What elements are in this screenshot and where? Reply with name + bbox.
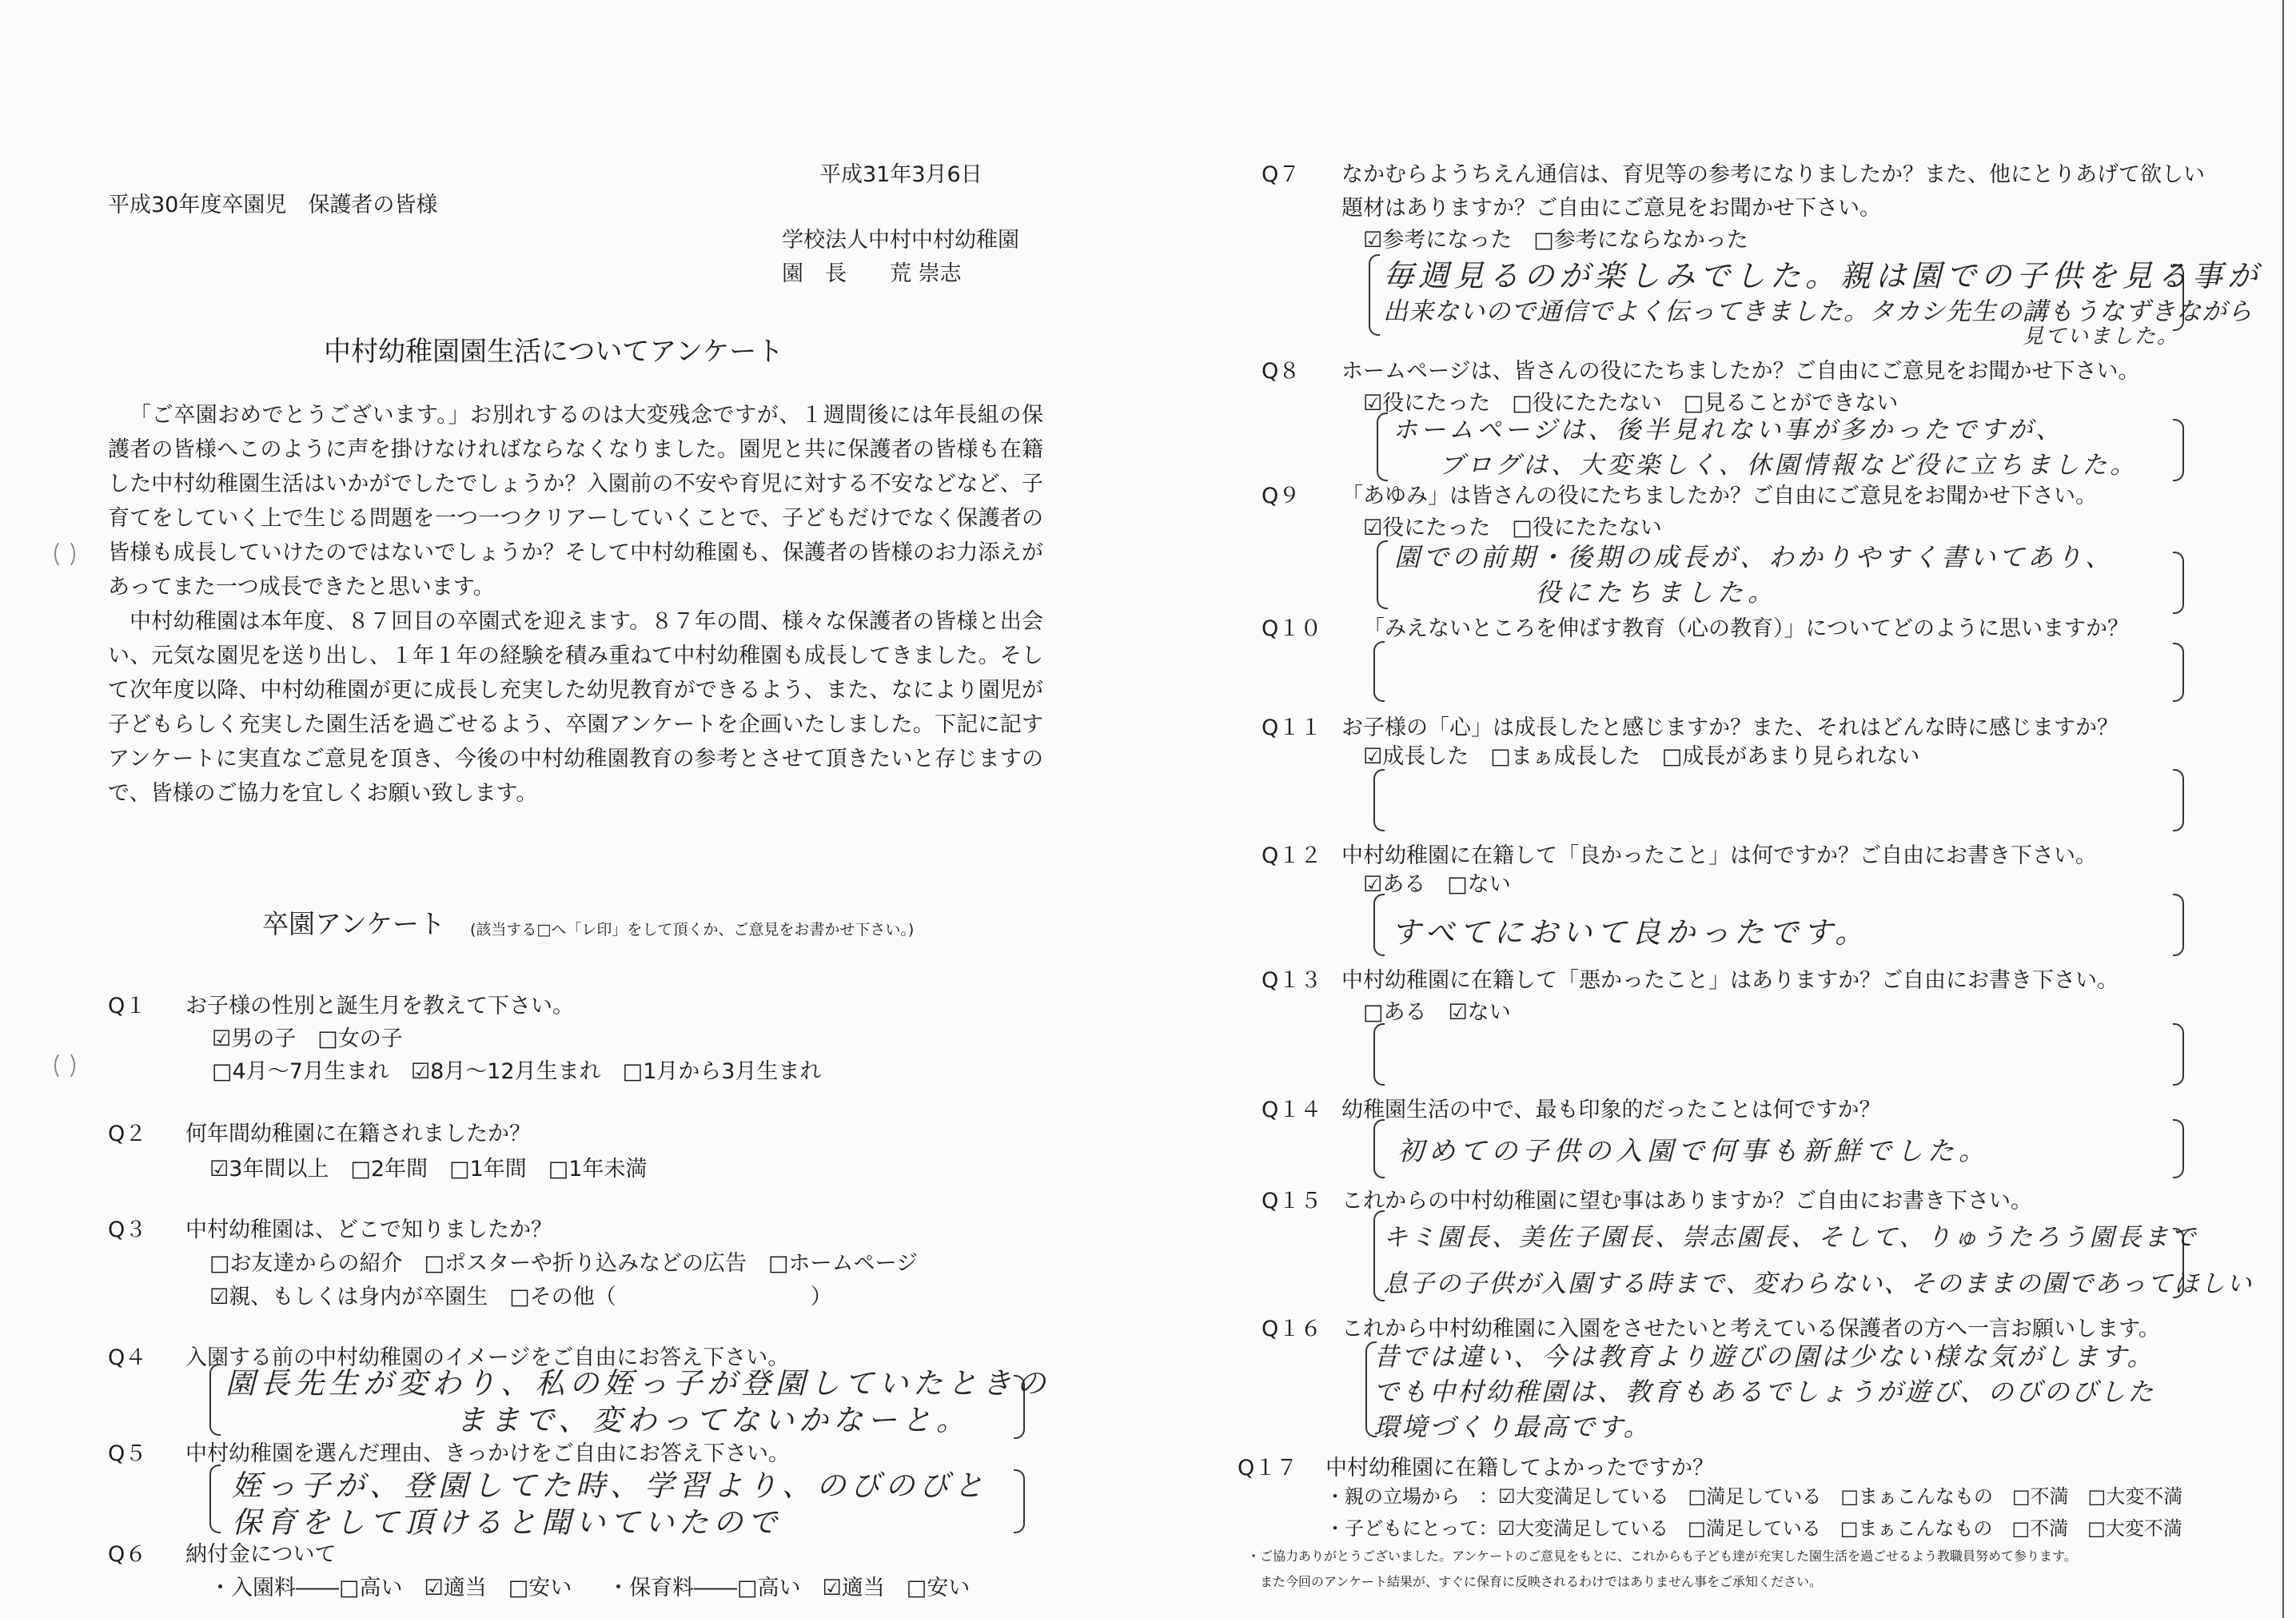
q3-options-a[interactable]: □お友達からの紹介 □ポスターや折り込みなどの広告 □ホームページ [209, 1251, 918, 1276]
q9-bracket-right [2173, 552, 2184, 614]
q1-number: Q１ [108, 994, 147, 1018]
q10-text: 「みえないところを伸ばす教育（心の教育）」についてどのように思いますか？ [1363, 616, 2129, 641]
q11-bracket-left [1373, 769, 1385, 831]
q8-bracket-right [2173, 419, 2184, 481]
q6-number: Q６ [108, 1542, 147, 1567]
q14-bracket-left [1373, 1119, 1385, 1178]
q7-answer-line-3[interactable]: 見ていました。 [2023, 325, 2180, 349]
q7-text-line-2: 題材はありますか？ご自由にご意見をお聞かせ下さい。 [1341, 196, 1881, 221]
q3-text: 中村幼稚園は、どこで知りましたか？ [185, 1217, 552, 1242]
intro-text [108, 398, 1043, 811]
q4-number: Q４ [108, 1345, 147, 1370]
q7-options[interactable]: ☑参考になった □参考にならなかった [1363, 228, 1748, 253]
q11-text: お子様の「心」は成長したと感じますか？また、それはどんな時に感じますか？ [1341, 715, 2119, 740]
q10-number: Q１０ [1262, 616, 1322, 641]
q9-options[interactable]: ☑役にたった □役にたたない [1363, 516, 1662, 540]
q14-answer[interactable]: 初めての子供の入園で何事も新鮮でした。 [1397, 1135, 1990, 1166]
q15-text: これからの中村幼稚園に望む事はありますか？ご自由にお書き下さい。 [1341, 1189, 2032, 1214]
q17-child-row[interactable]: ・子どもにとって：☑大変満足している □満足している □まぁこんなもの □不満 □大変不満 [1325, 1517, 2182, 1540]
q2-text: 何年間幼稚園に在籍されましたか？ [185, 1122, 531, 1146]
q4-text: 入園する前の中村幼稚園のイメージをご自由にお答え下さい。 [185, 1345, 790, 1370]
q8-answer-line-2[interactable]: ブログは、大変楽しく、休園情報など役に立ちました。 [1439, 451, 2139, 480]
q7-text-line-1: なかむらようちえん通信は、育児等の参考になりましたか？また、他にとりあげて欲しい [1341, 162, 2205, 187]
q14-text: 幼稚園生活の中で、最も印象的だったことは何ですか？ [1341, 1098, 1881, 1122]
q17-parent-row[interactable]: ・親の立場から ：☑大変満足している □満足している □まぁこんなもの □不満 □大変不満 [1325, 1485, 2183, 1508]
q4-answer-line-2[interactable]: ままで、変わってないかなーと。 [456, 1403, 971, 1437]
q9-answer-line-2[interactable]: 役にたちました。 [1535, 577, 1779, 608]
q4-bracket-left [209, 1364, 221, 1436]
q5-bracket-right [1014, 1469, 1025, 1533]
q8-text: ホームページは、皆さんの役にたちましたか？ご自由にご意見をお聞かせ下さい。 [1341, 359, 2140, 384]
q8-bracket-left [1377, 412, 1388, 481]
intro-paragraph-1: 「ご卒園おめでとうございます。」お別れするのは大変残念ですが、１週間後には年長組の保護者の皆様へこのように声を掛けなければならなくなりました。園児と共に保護者の皆様も在籍した中村幼稚園生活はいかがでしたでしょうか？入園前の不安や育児に対する不安などなど、子育てをしていく上で生じる問題を一つ一つクリアーしていくことで、子どもだけでなく保護者の皆様も成長していけたのではないでしょうか？そして中村幼稚園も、保護者の皆様のお力添えがあってまた一つ成長できたと思います。 [108, 403, 1043, 600]
q6-childcare-fee-options[interactable]: ・保育料――□高い ☑適当 □安い [608, 1576, 971, 1600]
q7-bracket-left [1369, 254, 1380, 336]
survey-title: 卒園アンケート [262, 908, 446, 939]
q10-bracket-left [1373, 641, 1385, 702]
q7-answer-line-2[interactable]: 出来ないので通信でよく伝ってきました。タカシ先生の講もうなずきながら [1383, 297, 2253, 326]
q5-number: Q５ [108, 1441, 147, 1466]
q9-text: 「あゆみ」は皆さんの役にたちましたか？ご自由にご意見をお聞かせ下さい。 [1341, 484, 2097, 508]
survey-note: (該当する□へ「レ印」をして頂くか、ご意見をお書かせ下さい。) [470, 921, 915, 939]
principal-name: 園 長 荒 崇志 [782, 261, 962, 286]
q13-text: 中村幼稚園に在籍して「悪かったこと」はありますか？ご自由にお書き下さい。 [1341, 968, 2119, 993]
q13-bracket-right [2173, 1023, 2184, 1086]
q16-answer-line-2[interactable]: でも中村幼稚園は、教育もあるでしょうが遊び、のびのびした [1373, 1377, 2156, 1407]
q8-options[interactable]: ☑役にたった □役にたたない □見ることができない [1363, 391, 1899, 416]
q10-bracket-right [2173, 643, 2184, 702]
binding-hole-bottom [54, 1050, 75, 1081]
q12-options[interactable]: ☑ある □ない [1363, 872, 1511, 897]
q11-number: Q１１ [1262, 715, 1322, 740]
q17-number: Q１７ [1238, 1456, 1298, 1481]
q4-answer-line-1[interactable]: 園長先生が変わり、私の姪っ子が登園していたときの [225, 1366, 1050, 1401]
q11-bracket-right [2173, 769, 2184, 831]
q8-answer-line-1[interactable]: ホームページは、後半見れない事が多かったですが、 [1393, 416, 2064, 444]
footer-thanks: ・ご協力ありがとうございました。アンケートのご意見をもとに、これからも子ども達が充実した園生活を過ごせるよう教職員努めて参ります。 [1247, 1548, 2077, 1564]
q15-answer-line-2[interactable]: 息子の子供が入園する時まで、変わらない、そのままの園であってほしい [1383, 1269, 2254, 1298]
q13-number: Q１３ [1262, 968, 1322, 993]
q5-answer-line-1[interactable]: 姪っ子が、登園してた時、学習より、のびのびと [232, 1469, 988, 1503]
q16-text: これから中村幼稚園に入園をさせたいと考えている保護者の方へ一言お願いします。 [1341, 1317, 2160, 1341]
q15-number: Q１５ [1262, 1189, 1322, 1214]
q17-text: 中村幼稚園に在籍してよかったですか？ [1325, 1456, 1714, 1481]
q12-bracket-right [2173, 894, 2184, 956]
q16-number: Q１６ [1262, 1317, 1322, 1341]
footer-notice: また今回のアンケート結果が、すぐに保育に反映されるわけではありません事をご承知ください。 [1260, 1574, 1823, 1589]
page-edge-line [2282, 0, 2284, 1618]
q12-answer[interactable]: すべてにおいて良かったです。 [1391, 915, 1870, 950]
q15-answer-line-1[interactable]: キミ園長、美佐子園長、崇志園長、そして、りゅうたろう園長まで [1383, 1223, 2198, 1252]
q9-answer-line-1[interactable]: 園での前期・後期の成長が、わかりやすく書いてあり、 [1394, 542, 2115, 572]
q2-options[interactable]: ☑3年間以上 □2年間 □1年間 □1年未満 [209, 1157, 648, 1182]
q7-number: Q７ [1262, 162, 1301, 187]
page-title: 中村幼稚園園生活についてアンケート [324, 336, 784, 368]
q12-number: Q１２ [1262, 843, 1322, 868]
q3-number: Q３ [108, 1217, 147, 1242]
date: 平成31年3月6日 [819, 162, 983, 187]
q8-number: Q８ [1262, 359, 1301, 384]
q1-text: お子様の性別と誕生月を教えて下さい。 [185, 994, 574, 1018]
q5-text: 中村幼稚園を選んだ理由、きっかけをご自由にお答え下さい。 [185, 1441, 790, 1466]
q5-bracket-left [209, 1465, 221, 1533]
q16-answer-line-3[interactable]: 環境づくり最高です。 [1373, 1412, 1652, 1442]
q5-answer-line-2[interactable]: 保育をして頂けると聞いていたので [232, 1505, 782, 1540]
q13-options[interactable]: □ある ☑ない [1363, 1000, 1511, 1025]
q9-bracket-left [1377, 540, 1388, 609]
school-corporation: 学校法人中村中村幼稚園 [782, 228, 1019, 253]
q2-number: Q２ [108, 1122, 147, 1146]
q6-text: 納付金について [185, 1542, 337, 1567]
q1-gender-options[interactable]: ☑男の子 □女の子 [212, 1026, 403, 1051]
q9-number: Q９ [1262, 484, 1301, 508]
addressee: 平成30年度卒園児 保護者の皆様 [108, 193, 438, 217]
q7-answer-line-1[interactable]: 毎週見るのが楽しみでした。親は園での子供を見る事が [1383, 258, 2263, 293]
q6-entrance-fee-options[interactable]: ・入園料――□高い ☑適当 □安い [209, 1576, 572, 1600]
q3-options-b[interactable]: ☑親、もしくは身内が卒園生 □その他（ ） [209, 1285, 832, 1309]
q11-options[interactable]: ☑成長した □まぁ成長した □成長があまり見られない [1363, 744, 1920, 769]
q16-answer-line-1[interactable]: 昔では違い、今は教育より遊びの園は少ない様な気がします。 [1373, 1341, 2155, 1372]
q1-month-options[interactable]: □4月～7月生まれ ☑8月～12月生まれ □1月から3月生まれ [212, 1059, 822, 1084]
q12-text: 中村幼稚園に在籍して「良かったこと」は何ですか？ご自由にお書き下さい。 [1341, 843, 2097, 868]
q14-bracket-right [2173, 1119, 2184, 1178]
q12-bracket-left [1373, 894, 1385, 956]
binding-hole-top [54, 539, 75, 569]
q13-bracket-left [1373, 1023, 1385, 1086]
q14-number: Q１４ [1262, 1098, 1322, 1122]
intro-paragraph-2: 中村幼稚園は本年度、８７回目の卒園式を迎えます。８７年の間、様々な保護者の皆様と出会い、元気な園児を送り出し、１年１年の経験を積み重ねて中村幼稚園も成長してきました。そして次年度以降、中村幼稚園が更に成長し充実した幼児教育ができるよう、また、なにより園児が子どもらしく充実した園生活を過ごせるよう、卒園アンケートを企画いたしました。下記に記すアンケートに実直なご意見を頂き、今後の中村幼稚園教育の参考とさせて頂きたいと存じますので、皆様のご協力を宜しくお願い致します。 [108, 609, 1043, 806]
